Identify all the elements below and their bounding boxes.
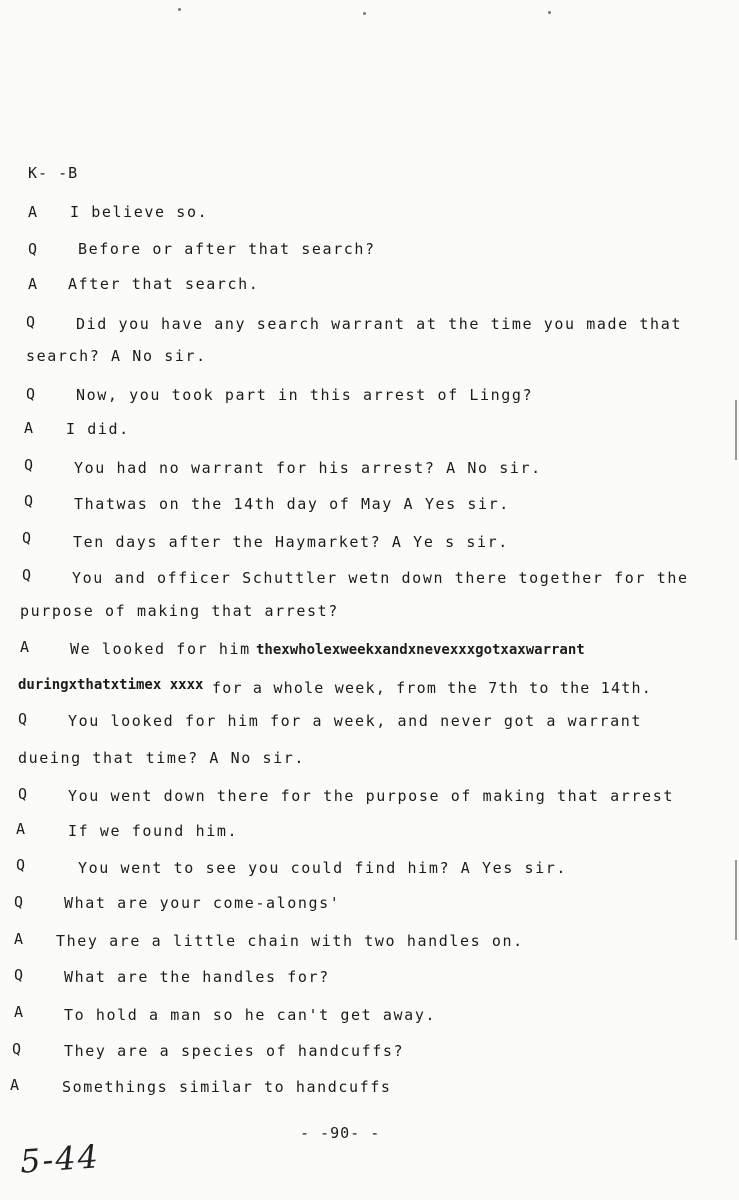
speaker-label: Q — [12, 1040, 22, 1058]
transcript-line: search? A No sir. — [26, 347, 207, 365]
margin-mark — [735, 860, 737, 940]
speaker-label: A — [10, 1076, 20, 1094]
transcript-line: dueing that time? A No sir. — [18, 749, 306, 767]
paper-speck — [363, 12, 366, 15]
speaker-label: A — [28, 275, 38, 293]
speaker-label: A — [24, 419, 34, 437]
speaker-label: A — [28, 203, 38, 221]
transcript-line: They are a species of handcuffs? — [64, 1042, 405, 1060]
margin-mark — [735, 400, 737, 460]
struck-out-text: thexwholexweekxandxnevexxxgotxaxwarrant — [256, 642, 585, 658]
speaker-label: Q — [24, 492, 34, 510]
transcript-line: You had no warrant for his arrest? A No sir. — [74, 459, 542, 477]
speaker-label: Q — [16, 856, 26, 874]
speaker-label: Q — [26, 313, 36, 331]
speaker-label: A — [14, 930, 24, 948]
transcript-line: purpose of making that arrest? — [20, 602, 339, 620]
transcript-line: Ten days after the Haymarket? A Ye s sir. — [73, 533, 509, 551]
transcript-line: Now, you took part in this arrest of Lingg? — [76, 386, 534, 404]
transcript-line: You and officer Schuttler wetn down there together for the — [72, 569, 689, 587]
transcript-line: We looked for him — [70, 640, 251, 658]
transcript-line: I did. — [66, 420, 130, 438]
transcript-line: Before or after that search? — [78, 240, 376, 258]
speaker-label: Q — [26, 385, 36, 403]
speaker-label: Q — [22, 566, 32, 584]
transcript-line: Thatwas on the 14th day of May A Yes sir. — [74, 495, 510, 513]
transcript-line: They are a little chain with two handles on. — [56, 932, 524, 950]
speaker-label: Q — [18, 710, 28, 728]
speaker-label: A — [16, 820, 26, 838]
speaker-label: Q — [22, 529, 32, 547]
transcript-line: I believe so. — [70, 203, 209, 221]
paper-speck — [178, 8, 181, 11]
transcript-line: What are the handles for? — [64, 968, 330, 986]
speaker-label: Q — [24, 456, 34, 474]
transcript-line: You went down there for the purpose of making that arrest — [68, 787, 674, 805]
struck-out-text: duringxthatxtimex xxxx — [18, 677, 204, 693]
handwritten-page-number: 5-44 — [18, 1137, 102, 1181]
page-number: - -90- - — [300, 1124, 381, 1142]
speaker-label: Q — [28, 240, 38, 258]
transcript-line: To hold a man so he can't get away. — [64, 1006, 437, 1024]
paper-speck — [548, 11, 551, 14]
speaker-label: A — [20, 638, 30, 656]
transcript-line: Somethings similar to handcuffs — [62, 1078, 392, 1096]
speaker-label: Q — [18, 785, 28, 803]
transcript-line: You went to see you could find him? A Yes sir. — [78, 859, 568, 877]
transcript-line: What are your come-alongs' — [64, 894, 341, 912]
transcript-line: Did you have any search warrant at the time you made that — [76, 315, 682, 333]
page-header: K- -B — [28, 164, 79, 182]
transcript-line: If we found him. — [68, 822, 239, 840]
speaker-label: Q — [14, 893, 24, 911]
transcript-line: for a whole week, from the 7th to the 14th. — [212, 679, 652, 697]
transcript-line: You looked for him for a week, and never got a warrant — [68, 712, 643, 730]
transcript-line: After that search. — [68, 275, 260, 293]
speaker-label: Q — [14, 966, 24, 984]
speaker-label: A — [14, 1003, 24, 1021]
